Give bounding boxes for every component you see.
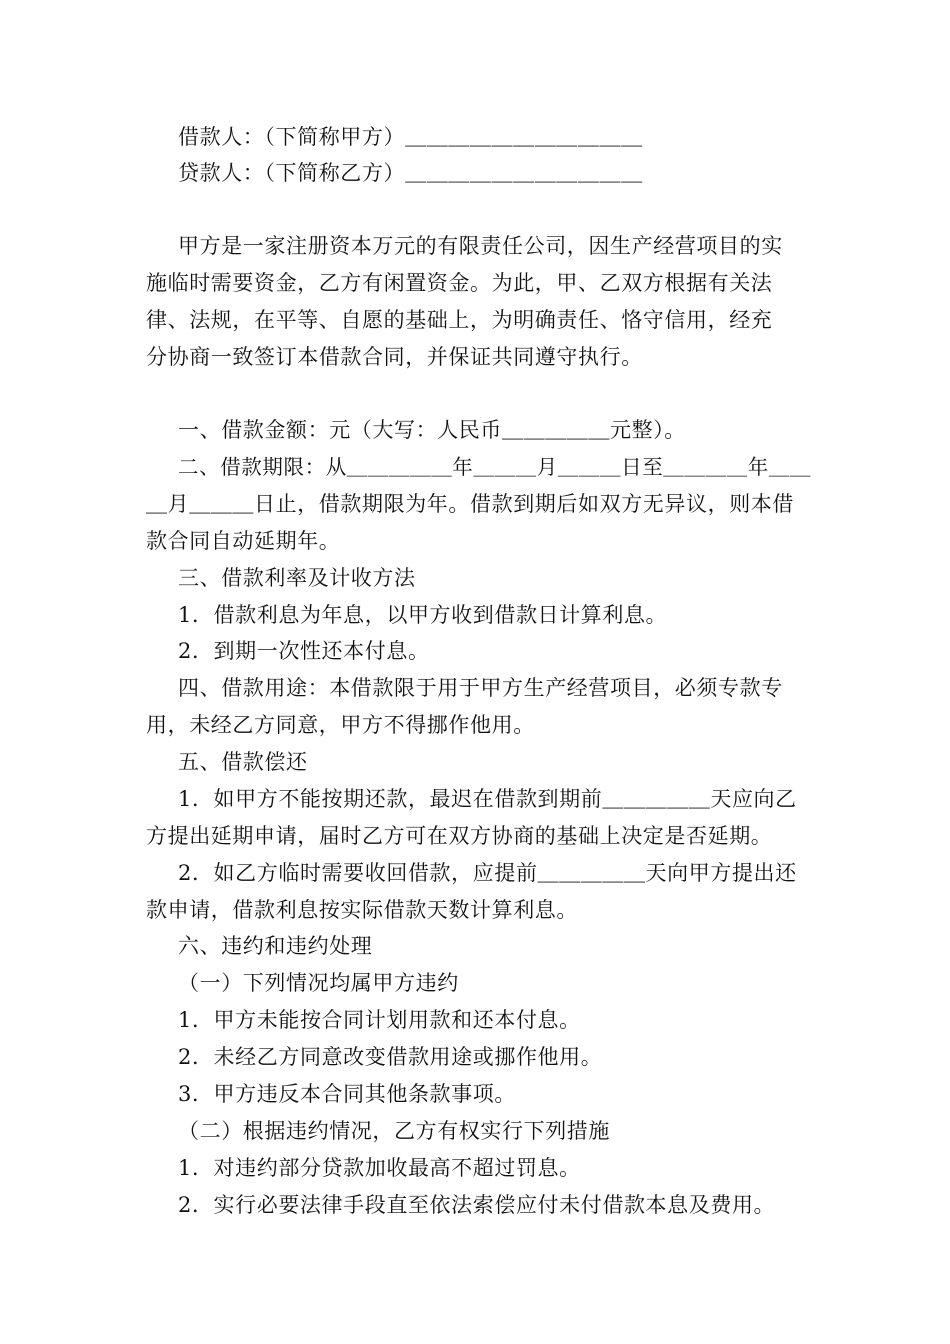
clause-4-purpose-line-2: 用，未经乙方同意，甲方不得挪作他用。 — [146, 713, 535, 737]
clause-6-sub-1-item-2: 2．未经乙方同意改变借款用途或挪作他用。 — [178, 1045, 603, 1069]
preamble-line-1: 甲方是一家注册资本万元的有限责任公司，因生产经营项目的实 — [178, 234, 783, 258]
clause-2-term-line-1: 二、借款期限：从＿＿＿＿＿年＿＿＿月＿＿＿日至＿＿＿＿年＿＿ — [178, 455, 811, 479]
clause-2-term-line-2: ＿月＿＿＿日止，借款期限为年。借款到期后如双方无异议，则本借 — [146, 492, 794, 516]
clause-6-sub-1-item-3: 3．甲方违反本合同其他条款事项。 — [178, 1082, 516, 1106]
clause-6-sub-1-heading: （一）下列情况均属甲方违约 — [178, 971, 459, 995]
clause-6-heading: 六、违约和违约处理 — [178, 934, 373, 958]
clause-6-sub-2-heading: （二）根据违约情况，乙方有权实行下列措施 — [178, 1119, 610, 1143]
clause-1-amount: 一、借款金额：元（大写：人民币＿＿＿＿＿元整）。 — [178, 418, 686, 442]
clause-3-item-2: 2．到期一次性还本付息。 — [178, 639, 430, 663]
clause-5-item-2-line-1: 2．如乙方临时需要收回借款，应提前＿＿＿＿＿天向甲方提出还 — [178, 861, 797, 885]
clause-5-item-1-line-2: 方提出延期申请，届时乙方可在双方协商的基础上决定是否延期。 — [146, 824, 773, 848]
preamble-line-3: 律、法规，在平等、自愿的基础上，为明确责任、恪守信用，经充 — [146, 308, 773, 332]
lender-line: 贷款人：（下简称乙方）＿＿＿＿＿＿＿＿＿＿＿ — [178, 161, 643, 185]
clause-6-sub-2-item-2: 2．实行必要法律手段直至依法索偿应付未付借款本息及费用。 — [178, 1193, 776, 1217]
clause-4-purpose-line-1: 四、借款用途：本借款限于用于甲方生产经营项目，必须专款专 — [178, 676, 783, 700]
clause-5-item-2-line-2: 款申请，借款利息按实际借款天数计算利息。 — [146, 898, 578, 922]
clause-5-heading: 五、借款偿还 — [178, 750, 308, 774]
clause-2-term-line-3: 款合同自动延期年。 — [146, 529, 341, 553]
borrower-line: 借款人：（下简称甲方）＿＿＿＿＿＿＿＿＿＿＿ — [178, 125, 643, 149]
clause-5-item-1-line-1: 1．如甲方不能按期还款，最迟在借款到期前＿＿＿＿＿天应向乙 — [178, 787, 797, 811]
clause-3-item-1: 1．借款利息为年息，以甲方收到借款日计算利息。 — [178, 603, 668, 627]
clause-6-sub-2-item-1: 1．对违约部分贷款加收最高不超过罚息。 — [178, 1156, 581, 1180]
preamble-line-2: 施临时需要资金，乙方有闲置资金。为此，甲、乙双方根据有关法 — [146, 271, 773, 295]
clause-6-sub-1-item-1: 1．甲方未能按合同计划用款和还本付息。 — [178, 1008, 581, 1032]
preamble-line-4: 分协商一致签订本借款合同，并保证共同遵守执行。 — [146, 345, 643, 369]
clause-3-heading: 三、借款利率及计收方法 — [178, 566, 416, 590]
